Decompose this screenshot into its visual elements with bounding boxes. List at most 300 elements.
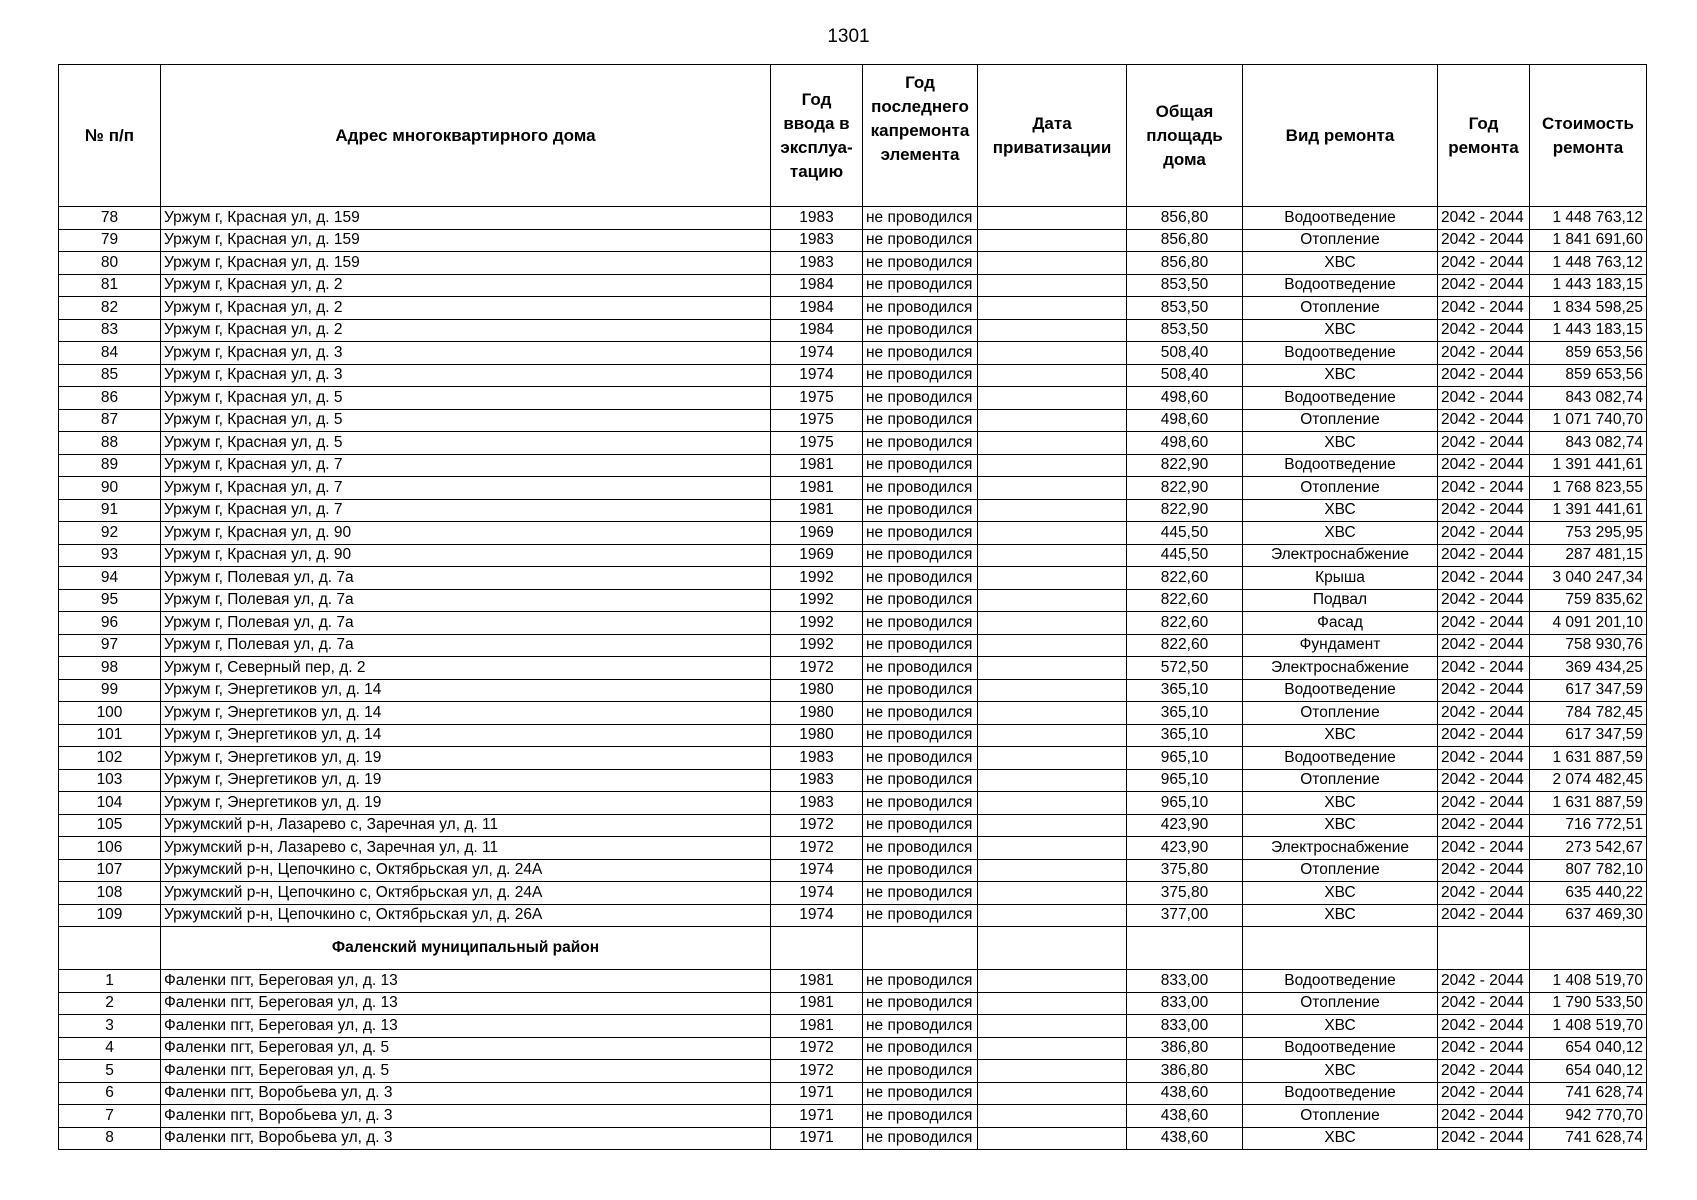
cell-last-repair: не проводился bbox=[863, 837, 978, 860]
section-empty-cell bbox=[863, 927, 978, 970]
cell-num: 8 bbox=[59, 1127, 161, 1150]
section-empty-cell bbox=[1243, 927, 1438, 970]
cell-area: 365,10 bbox=[1127, 702, 1243, 725]
cell-address: Уржум г, Полевая ул, д. 7а bbox=[161, 589, 771, 612]
table-row bbox=[59, 837, 1647, 860]
table-row bbox=[59, 364, 1647, 387]
cell-num: 79 bbox=[59, 229, 161, 252]
header-num: № п/п bbox=[59, 65, 161, 207]
table-row bbox=[59, 1105, 1647, 1128]
cell-repair-year: 2042 - 2044 bbox=[1438, 1060, 1530, 1083]
cell-num: 87 bbox=[59, 409, 161, 432]
cell-last-repair: не проводился bbox=[863, 859, 978, 882]
cell-cost: 1 391 441,61 bbox=[1530, 499, 1647, 522]
cell-address: Уржум г, Энергетиков ул, д. 19 bbox=[161, 769, 771, 792]
cell-num: 98 bbox=[59, 657, 161, 680]
cell-privatization bbox=[978, 409, 1127, 432]
cell-privatization bbox=[978, 252, 1127, 275]
table-row bbox=[59, 387, 1647, 410]
cell-repair-year: 2042 - 2044 bbox=[1438, 904, 1530, 927]
cell-privatization bbox=[978, 904, 1127, 927]
cell-last-repair: не проводился bbox=[863, 657, 978, 680]
cell-privatization bbox=[978, 882, 1127, 905]
cell-last-repair: не проводился bbox=[863, 747, 978, 770]
cell-year-built: 1971 bbox=[771, 1127, 863, 1150]
cell-repair-type: Водоотведение bbox=[1243, 207, 1438, 230]
cell-cost: 1 841 691,60 bbox=[1530, 229, 1647, 252]
cell-year-built: 1981 bbox=[771, 970, 863, 993]
cell-repair-year: 2042 - 2044 bbox=[1438, 499, 1530, 522]
cell-num: 7 bbox=[59, 1105, 161, 1128]
cell-repair-type: ХВС bbox=[1243, 319, 1438, 342]
cell-repair-type: Отопление bbox=[1243, 297, 1438, 320]
cell-address: Уржум г, Красная ул, д. 90 bbox=[161, 544, 771, 567]
cell-repair-year: 2042 - 2044 bbox=[1438, 567, 1530, 590]
cell-repair-year: 2042 - 2044 bbox=[1438, 1105, 1530, 1128]
cell-last-repair: не проводился bbox=[863, 724, 978, 747]
cell-area: 445,50 bbox=[1127, 522, 1243, 545]
cell-cost: 716 772,51 bbox=[1530, 814, 1647, 837]
cell-year-built: 1980 bbox=[771, 679, 863, 702]
cell-num: 95 bbox=[59, 589, 161, 612]
header-privatization: Дата приватизации bbox=[978, 65, 1127, 207]
section-title: Фаленский муниципальный район bbox=[161, 927, 771, 970]
cell-repair-type: Водоотведение bbox=[1243, 274, 1438, 297]
cell-privatization bbox=[978, 1105, 1127, 1128]
cell-area: 856,80 bbox=[1127, 207, 1243, 230]
cell-repair-year: 2042 - 2044 bbox=[1438, 769, 1530, 792]
cell-repair-type: ХВС bbox=[1243, 1060, 1438, 1083]
table-row bbox=[59, 904, 1647, 927]
cell-address: Фаленки пгт, Береговая ул, д. 5 bbox=[161, 1037, 771, 1060]
cell-last-repair: не проводился bbox=[863, 814, 978, 837]
cell-num: 103 bbox=[59, 769, 161, 792]
cell-last-repair: не проводился bbox=[863, 207, 978, 230]
cell-year-built: 1972 bbox=[771, 814, 863, 837]
table-row bbox=[59, 229, 1647, 252]
cell-repair-type: Отопление bbox=[1243, 992, 1438, 1015]
cell-privatization bbox=[978, 679, 1127, 702]
table-row bbox=[59, 589, 1647, 612]
cell-area: 375,80 bbox=[1127, 859, 1243, 882]
cell-last-repair: не проводился bbox=[863, 409, 978, 432]
cell-year-built: 1975 bbox=[771, 432, 863, 455]
cell-num: 102 bbox=[59, 747, 161, 770]
cell-year-built: 1980 bbox=[771, 702, 863, 725]
cell-year-built: 1972 bbox=[771, 837, 863, 860]
cell-last-repair: не проводился bbox=[863, 792, 978, 815]
cell-address: Уржум г, Полевая ул, д. 7а bbox=[161, 634, 771, 657]
table-row bbox=[59, 1015, 1647, 1038]
cell-address: Фаленки пгт, Береговая ул, д. 5 bbox=[161, 1060, 771, 1083]
cell-privatization bbox=[978, 364, 1127, 387]
cell-area: 822,90 bbox=[1127, 477, 1243, 500]
cell-repair-year: 2042 - 2044 bbox=[1438, 522, 1530, 545]
cell-last-repair: не проводился bbox=[863, 882, 978, 905]
cell-cost: 654 040,12 bbox=[1530, 1060, 1647, 1083]
cell-year-built: 1980 bbox=[771, 724, 863, 747]
cell-repair-type: ХВС bbox=[1243, 252, 1438, 275]
cell-address: Уржум г, Красная ул, д. 159 bbox=[161, 252, 771, 275]
cell-repair-year: 2042 - 2044 bbox=[1438, 1127, 1530, 1150]
section-falenki bbox=[59, 927, 1647, 970]
table-row bbox=[59, 747, 1647, 770]
cell-year-built: 1984 bbox=[771, 274, 863, 297]
cell-privatization bbox=[978, 477, 1127, 500]
cell-num: 104 bbox=[59, 792, 161, 815]
cell-privatization bbox=[978, 1037, 1127, 1060]
cell-last-repair: не проводился bbox=[863, 634, 978, 657]
cell-num: 99 bbox=[59, 679, 161, 702]
cell-repair-type: Водоотведение bbox=[1243, 454, 1438, 477]
cell-last-repair: не проводился bbox=[863, 970, 978, 993]
cell-cost: 1 448 763,12 bbox=[1530, 207, 1647, 230]
section-empty-cell bbox=[59, 927, 161, 970]
cell-privatization bbox=[978, 792, 1127, 815]
table-row bbox=[59, 612, 1647, 635]
cell-privatization bbox=[978, 387, 1127, 410]
table-row bbox=[59, 859, 1647, 882]
table-row bbox=[59, 970, 1647, 993]
cell-cost: 617 347,59 bbox=[1530, 724, 1647, 747]
cell-area: 856,80 bbox=[1127, 252, 1243, 275]
cell-num: 78 bbox=[59, 207, 161, 230]
cell-last-repair: не проводился bbox=[863, 1060, 978, 1083]
cell-area: 822,90 bbox=[1127, 499, 1243, 522]
cell-privatization bbox=[978, 837, 1127, 860]
cell-area: 965,10 bbox=[1127, 792, 1243, 815]
cell-repair-type: Отопление bbox=[1243, 409, 1438, 432]
cell-num: 107 bbox=[59, 859, 161, 882]
cell-repair-year: 2042 - 2044 bbox=[1438, 679, 1530, 702]
cell-repair-type: ХВС bbox=[1243, 814, 1438, 837]
cell-repair-year: 2042 - 2044 bbox=[1438, 387, 1530, 410]
cell-address: Фаленки пгт, Воробьева ул, д. 3 bbox=[161, 1127, 771, 1150]
cell-cost: 741 628,74 bbox=[1530, 1082, 1647, 1105]
cell-privatization bbox=[978, 657, 1127, 680]
cell-cost: 635 440,22 bbox=[1530, 882, 1647, 905]
repair-registry-table bbox=[58, 64, 1647, 1150]
cell-address: Уржум г, Энергетиков ул, д. 19 bbox=[161, 747, 771, 770]
table-row bbox=[59, 792, 1647, 815]
cell-privatization bbox=[978, 724, 1127, 747]
page-number: 1301 bbox=[827, 26, 870, 47]
cell-repair-year: 2042 - 2044 bbox=[1438, 814, 1530, 837]
cell-address: Фаленки пгт, Береговая ул, д. 13 bbox=[161, 992, 771, 1015]
cell-num: 83 bbox=[59, 319, 161, 342]
table-row bbox=[59, 634, 1647, 657]
table-row bbox=[59, 409, 1647, 432]
cell-repair-year: 2042 - 2044 bbox=[1438, 970, 1530, 993]
cell-privatization bbox=[978, 769, 1127, 792]
cell-cost: 1 790 533,50 bbox=[1530, 992, 1647, 1015]
cell-area: 498,60 bbox=[1127, 409, 1243, 432]
cell-area: 853,50 bbox=[1127, 297, 1243, 320]
cell-address: Уржумский р-н, Цепочкино с, Октябрьская ул, д. 26А bbox=[161, 904, 771, 927]
cell-area: 965,10 bbox=[1127, 747, 1243, 770]
cell-repair-type: Водоотведение bbox=[1243, 747, 1438, 770]
rows-urzhum bbox=[59, 207, 1647, 927]
cell-area: 822,60 bbox=[1127, 567, 1243, 590]
cell-address: Уржум г, Красная ул, д. 2 bbox=[161, 297, 771, 320]
cell-repair-type: Отопление bbox=[1243, 702, 1438, 725]
cell-last-repair: не проводился bbox=[863, 454, 978, 477]
cell-address: Уржумский р-н, Лазарево с, Заречная ул, д. 11 bbox=[161, 837, 771, 860]
cell-address: Уржум г, Полевая ул, д. 7а bbox=[161, 612, 771, 635]
cell-num: 85 bbox=[59, 364, 161, 387]
cell-num: 97 bbox=[59, 634, 161, 657]
cell-year-built: 1981 bbox=[771, 1015, 863, 1038]
cell-cost: 859 653,56 bbox=[1530, 342, 1647, 365]
cell-num: 92 bbox=[59, 522, 161, 545]
cell-cost: 942 770,70 bbox=[1530, 1105, 1647, 1128]
cell-year-built: 1974 bbox=[771, 882, 863, 905]
cell-repair-type: ХВС bbox=[1243, 364, 1438, 387]
cell-cost: 654 040,12 bbox=[1530, 1037, 1647, 1060]
cell-area: 445,50 bbox=[1127, 544, 1243, 567]
cell-cost: 1 448 763,12 bbox=[1530, 252, 1647, 275]
cell-cost: 273 542,67 bbox=[1530, 837, 1647, 860]
table-row bbox=[59, 319, 1647, 342]
cell-repair-year: 2042 - 2044 bbox=[1438, 432, 1530, 455]
cell-last-repair: не проводился bbox=[863, 769, 978, 792]
cell-repair-year: 2042 - 2044 bbox=[1438, 274, 1530, 297]
cell-area: 822,60 bbox=[1127, 589, 1243, 612]
table-row bbox=[59, 657, 1647, 680]
cell-address: Фаленки пгт, Воробьева ул, д. 3 bbox=[161, 1105, 771, 1128]
cell-repair-year: 2042 - 2044 bbox=[1438, 364, 1530, 387]
cell-repair-year: 2042 - 2044 bbox=[1438, 747, 1530, 770]
header-last-repair: Год последнего капремонта элемента bbox=[863, 65, 978, 207]
cell-year-built: 1974 bbox=[771, 859, 863, 882]
table-row bbox=[59, 454, 1647, 477]
cell-repair-year: 2042 - 2044 bbox=[1438, 882, 1530, 905]
cell-privatization bbox=[978, 1060, 1127, 1083]
cell-last-repair: не проводился bbox=[863, 702, 978, 725]
cell-address: Уржум г, Красная ул, д. 159 bbox=[161, 207, 771, 230]
cell-repair-year: 2042 - 2044 bbox=[1438, 477, 1530, 500]
cell-cost: 753 295,95 bbox=[1530, 522, 1647, 545]
cell-privatization bbox=[978, 207, 1127, 230]
section-empty-cell bbox=[1127, 927, 1243, 970]
cell-last-repair: не проводился bbox=[863, 1082, 978, 1105]
cell-cost: 758 930,76 bbox=[1530, 634, 1647, 657]
cell-cost: 859 653,56 bbox=[1530, 364, 1647, 387]
cell-area: 853,50 bbox=[1127, 319, 1243, 342]
cell-area: 377,00 bbox=[1127, 904, 1243, 927]
cell-address: Уржум г, Энергетиков ул, д. 14 bbox=[161, 702, 771, 725]
cell-num: 86 bbox=[59, 387, 161, 410]
cell-last-repair: не проводился bbox=[863, 274, 978, 297]
cell-address: Уржумский р-н, Лазарево с, Заречная ул, д. 11 bbox=[161, 814, 771, 837]
cell-repair-type: Водоотведение bbox=[1243, 387, 1438, 410]
cell-privatization bbox=[978, 702, 1127, 725]
cell-privatization bbox=[978, 319, 1127, 342]
cell-privatization bbox=[978, 970, 1127, 993]
table-row bbox=[59, 297, 1647, 320]
cell-repair-year: 2042 - 2044 bbox=[1438, 1082, 1530, 1105]
cell-repair-type: ХВС bbox=[1243, 522, 1438, 545]
cell-num: 100 bbox=[59, 702, 161, 725]
cell-year-built: 1984 bbox=[771, 297, 863, 320]
cell-last-repair: не проводился bbox=[863, 1037, 978, 1060]
cell-privatization bbox=[978, 432, 1127, 455]
cell-cost: 1 408 519,70 bbox=[1530, 1015, 1647, 1038]
table-row bbox=[59, 477, 1647, 500]
cell-num: 109 bbox=[59, 904, 161, 927]
cell-last-repair: не проводился bbox=[863, 342, 978, 365]
table-row bbox=[59, 342, 1647, 365]
cell-privatization bbox=[978, 1015, 1127, 1038]
cell-year-built: 1983 bbox=[771, 207, 863, 230]
cell-address: Уржум г, Красная ул, д. 90 bbox=[161, 522, 771, 545]
cell-repair-year: 2042 - 2044 bbox=[1438, 319, 1530, 342]
table-header bbox=[59, 65, 1647, 207]
cell-year-built: 1983 bbox=[771, 252, 863, 275]
cell-repair-type: Крыша bbox=[1243, 567, 1438, 590]
cell-year-built: 1981 bbox=[771, 454, 863, 477]
cell-cost: 1 768 823,55 bbox=[1530, 477, 1647, 500]
cell-num: 88 bbox=[59, 432, 161, 455]
cell-num: 4 bbox=[59, 1037, 161, 1060]
cell-last-repair: не проводился bbox=[863, 319, 978, 342]
cell-repair-type: Отопление bbox=[1243, 1105, 1438, 1128]
cell-address: Уржум г, Красная ул, д. 159 bbox=[161, 229, 771, 252]
cell-cost: 4 091 201,10 bbox=[1530, 612, 1647, 635]
cell-repair-type: ХВС bbox=[1243, 724, 1438, 747]
cell-repair-year: 2042 - 2044 bbox=[1438, 702, 1530, 725]
cell-num: 89 bbox=[59, 454, 161, 477]
cell-area: 498,60 bbox=[1127, 387, 1243, 410]
cell-address: Уржумский р-н, Цепочкино с, Октябрьская ул, д. 24А bbox=[161, 882, 771, 905]
cell-repair-type: Электроснабжение bbox=[1243, 837, 1438, 860]
cell-privatization bbox=[978, 567, 1127, 590]
cell-num: 82 bbox=[59, 297, 161, 320]
cell-repair-year: 2042 - 2044 bbox=[1438, 1037, 1530, 1060]
cell-repair-year: 2042 - 2044 bbox=[1438, 992, 1530, 1015]
cell-last-repair: не проводился bbox=[863, 544, 978, 567]
table-row bbox=[59, 544, 1647, 567]
table-row bbox=[59, 702, 1647, 725]
cell-num: 93 bbox=[59, 544, 161, 567]
cell-cost: 1 834 598,25 bbox=[1530, 297, 1647, 320]
cell-last-repair: не проводился bbox=[863, 1127, 978, 1150]
table-row bbox=[59, 679, 1647, 702]
cell-repair-type: Водоотведение bbox=[1243, 1037, 1438, 1060]
section-empty-cell bbox=[1438, 927, 1530, 970]
cell-area: 386,80 bbox=[1127, 1037, 1243, 1060]
cell-repair-year: 2042 - 2044 bbox=[1438, 409, 1530, 432]
cell-repair-year: 2042 - 2044 bbox=[1438, 657, 1530, 680]
header-repair-year: Год ремонта bbox=[1438, 65, 1530, 207]
cell-privatization bbox=[978, 1082, 1127, 1105]
cell-year-built: 1992 bbox=[771, 634, 863, 657]
cell-privatization bbox=[978, 274, 1127, 297]
cell-repair-year: 2042 - 2044 bbox=[1438, 589, 1530, 612]
cell-repair-type: Подвал bbox=[1243, 589, 1438, 612]
cell-address: Уржум г, Полевая ул, д. 7а bbox=[161, 567, 771, 590]
cell-repair-type: ХВС bbox=[1243, 1015, 1438, 1038]
cell-address: Фаленки пгт, Береговая ул, д. 13 bbox=[161, 1015, 771, 1038]
cell-year-built: 1974 bbox=[771, 342, 863, 365]
cell-cost: 1 631 887,59 bbox=[1530, 747, 1647, 770]
cell-last-repair: не проводился bbox=[863, 387, 978, 410]
cell-repair-year: 2042 - 2044 bbox=[1438, 229, 1530, 252]
cell-cost: 369 434,25 bbox=[1530, 657, 1647, 680]
cell-num: 84 bbox=[59, 342, 161, 365]
cell-area: 498,60 bbox=[1127, 432, 1243, 455]
cell-cost: 759 835,62 bbox=[1530, 589, 1647, 612]
cell-repair-year: 2042 - 2044 bbox=[1438, 207, 1530, 230]
cell-num: 106 bbox=[59, 837, 161, 860]
cell-repair-year: 2042 - 2044 bbox=[1438, 612, 1530, 635]
cell-repair-type: Отопление bbox=[1243, 859, 1438, 882]
cell-last-repair: не проводился bbox=[863, 589, 978, 612]
cell-address: Уржум г, Северный пер, д. 2 bbox=[161, 657, 771, 680]
cell-last-repair: не проводился bbox=[863, 477, 978, 500]
cell-address: Уржум г, Красная ул, д. 5 bbox=[161, 432, 771, 455]
cell-area: 572,50 bbox=[1127, 657, 1243, 680]
cell-privatization bbox=[978, 859, 1127, 882]
cell-area: 822,60 bbox=[1127, 634, 1243, 657]
table-row bbox=[59, 769, 1647, 792]
cell-address: Фаленки пгт, Береговая ул, д. 13 bbox=[161, 970, 771, 993]
cell-repair-type: ХВС bbox=[1243, 1127, 1438, 1150]
cell-repair-type: Отопление bbox=[1243, 477, 1438, 500]
cell-year-built: 1984 bbox=[771, 319, 863, 342]
cell-privatization bbox=[978, 499, 1127, 522]
cell-cost: 1 443 183,15 bbox=[1530, 319, 1647, 342]
cell-cost: 637 469,30 bbox=[1530, 904, 1647, 927]
cell-repair-type: ХВС bbox=[1243, 499, 1438, 522]
table-row bbox=[59, 1037, 1647, 1060]
cell-repair-year: 2042 - 2044 bbox=[1438, 1015, 1530, 1038]
cell-year-built: 1975 bbox=[771, 409, 863, 432]
cell-num: 91 bbox=[59, 499, 161, 522]
table-row bbox=[59, 499, 1647, 522]
cell-repair-type: Электроснабжение bbox=[1243, 657, 1438, 680]
cell-repair-type: Отопление bbox=[1243, 769, 1438, 792]
cell-num: 1 bbox=[59, 970, 161, 993]
cell-repair-year: 2042 - 2044 bbox=[1438, 792, 1530, 815]
cell-year-built: 1983 bbox=[771, 229, 863, 252]
cell-last-repair: не проводился bbox=[863, 252, 978, 275]
cell-num: 2 bbox=[59, 992, 161, 1015]
section-empty-cell bbox=[1530, 927, 1647, 970]
cell-repair-year: 2042 - 2044 bbox=[1438, 837, 1530, 860]
cell-last-repair: не проводился bbox=[863, 904, 978, 927]
cell-privatization bbox=[978, 297, 1127, 320]
cell-last-repair: не проводился bbox=[863, 992, 978, 1015]
cell-year-built: 1974 bbox=[771, 904, 863, 927]
cell-last-repair: не проводился bbox=[863, 522, 978, 545]
cell-repair-type: Водоотведение bbox=[1243, 970, 1438, 993]
cell-year-built: 1992 bbox=[771, 589, 863, 612]
cell-repair-year: 2042 - 2044 bbox=[1438, 724, 1530, 747]
cell-repair-year: 2042 - 2044 bbox=[1438, 297, 1530, 320]
cell-privatization bbox=[978, 992, 1127, 1015]
cell-repair-type: Водоотведение bbox=[1243, 1082, 1438, 1105]
cell-repair-year: 2042 - 2044 bbox=[1438, 859, 1530, 882]
cell-year-built: 1983 bbox=[771, 769, 863, 792]
cell-cost: 1 391 441,61 bbox=[1530, 454, 1647, 477]
cell-repair-type: Фасад bbox=[1243, 612, 1438, 635]
table-row bbox=[59, 882, 1647, 905]
cell-privatization bbox=[978, 747, 1127, 770]
cell-repair-type: Отопление bbox=[1243, 229, 1438, 252]
table-row bbox=[59, 207, 1647, 230]
cell-cost: 1 071 740,70 bbox=[1530, 409, 1647, 432]
